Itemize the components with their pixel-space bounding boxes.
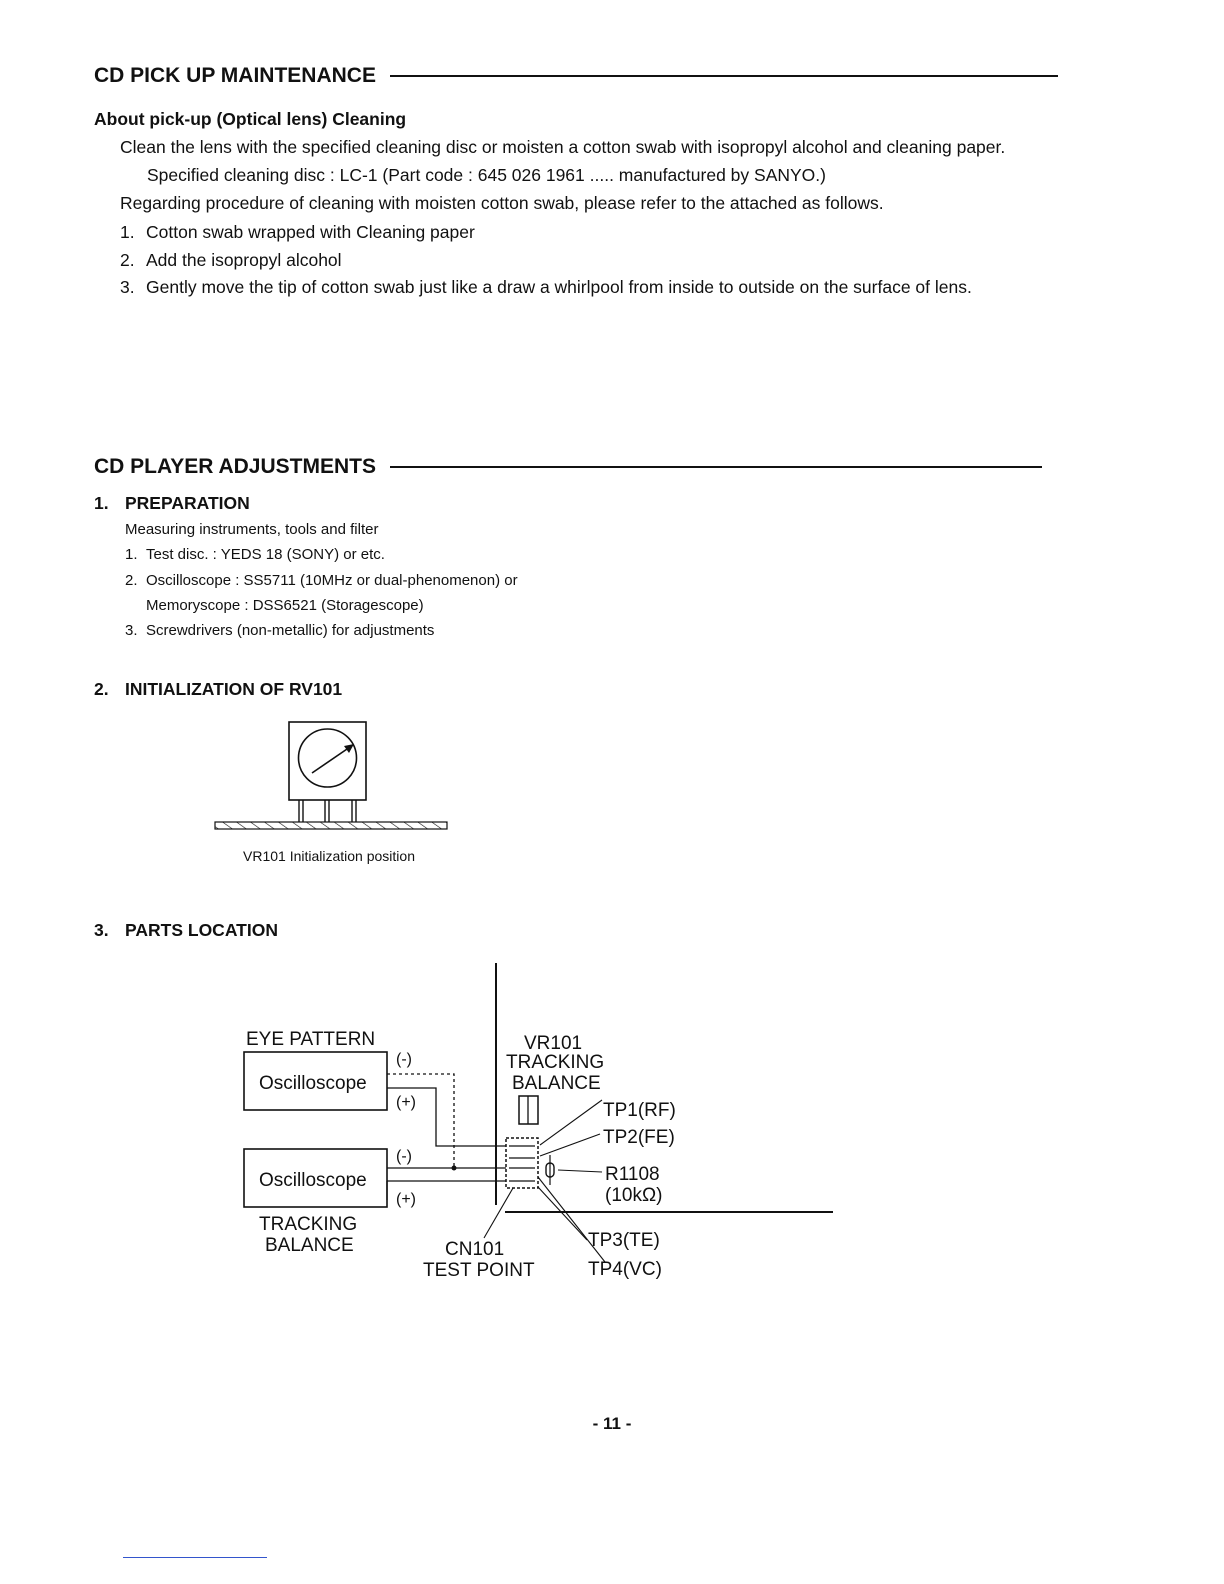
potentiometer-legs <box>299 800 356 822</box>
balance-label: BALANCE <box>265 1235 354 1256</box>
pickup-line-3: Regarding procedure of cleaning with moisten cotton swab, please refer to the attached as follows. <box>120 193 884 213</box>
pickup-line-2: Specified cleaning disc : LC-1 (Part code : 645 026 1961 ..... manufactured by SANYO.) <box>147 165 826 185</box>
title-rule <box>390 75 1058 77</box>
prep-intro: Measuring instruments, tools and filter <box>125 521 379 538</box>
pickup-line-1: Clean the lens with the specified cleaning disc or moisten a cotton swab with isopropyl alcohol and cleaning paper. <box>120 137 1006 157</box>
step-number: 3. <box>120 277 135 297</box>
prep-heading: 1. PREPARATION <box>94 493 250 513</box>
prep-item: Memoryscope : DSS6521 (Storagescope) <box>146 597 424 614</box>
prep-item: 2. Oscilloscope : SS5711 (10MHz or dual-phenomenon) or <box>125 572 518 589</box>
parts-location-diagram <box>230 955 840 1290</box>
tracking-label: TRACKING <box>259 1214 358 1235</box>
tp2-label: TP2(FE) <box>603 1127 675 1148</box>
title-rule <box>390 466 1042 468</box>
section-title-adjustments: CD PLAYER ADJUSTMENTS <box>94 455 1042 479</box>
step-number: 1. <box>120 222 135 242</box>
vr101-label: VR101 <box>524 1033 583 1054</box>
pickup-step <box>120 222 475 243</box>
vr101-caption: VR101 Initialization position <box>243 848 415 864</box>
footer-rule <box>123 1557 267 1558</box>
vr101-tracking-label: TRACKING <box>506 1052 605 1073</box>
probe-wires <box>387 1074 526 1200</box>
prep-item: 3. Screwdrivers (non-metallic) for adjustments <box>125 622 435 639</box>
pickup-subheading: About pick-up (Optical lens) Cleaning <box>94 109 407 129</box>
vr101-balance-label: BALANCE <box>512 1073 601 1094</box>
r1108-value-label: (10kΩ) <box>605 1185 663 1206</box>
test-point-label: TEST POINT <box>423 1260 535 1281</box>
r1108-label: R1108 <box>605 1164 660 1185</box>
step-number: 2. <box>120 250 135 270</box>
prep-item: 1. Test disc. : YEDS 18 (SONY) or etc. <box>125 546 385 563</box>
step-text: Gently move the tip of cotton swab just like a draw a whirlpool from inside to outside on the surface of lens. <box>146 277 972 297</box>
pickup-step <box>120 250 342 271</box>
tp4-label: TP4(VC) <box>588 1259 662 1280</box>
cn101-label: CN101 <box>445 1239 505 1260</box>
tp3-label: TP3(TE) <box>588 1230 660 1251</box>
step-text: Cotton swab wrapped with Cleaning paper <box>146 222 475 242</box>
pcb-board <box>215 822 447 829</box>
init-heading: 2. INITIALIZATION OF RV101 <box>94 679 343 699</box>
potentiometer-body <box>289 722 366 800</box>
oscilloscope-label-2: Oscilloscope <box>259 1170 367 1191</box>
oscilloscope-label-1: Oscilloscope <box>259 1073 367 1094</box>
plus-label: (+) <box>396 1094 416 1111</box>
junction-dot <box>452 1166 457 1171</box>
pickup-step <box>120 277 972 298</box>
parts-heading: 3. PARTS LOCATION <box>94 920 278 940</box>
page-number: - 11 - <box>592 1414 632 1433</box>
plus-label: (+) <box>396 1191 416 1208</box>
step-text: Add the isopropyl alcohol <box>146 250 342 270</box>
eye-pattern-label: EYE PATTERN <box>246 1029 376 1050</box>
minus-label: (-) <box>396 1051 412 1068</box>
section-title-pickup: CD PICK UP MAINTENANCE <box>94 64 1058 88</box>
minus-label: (-) <box>396 1148 412 1165</box>
vr101-init-diagram <box>210 716 455 836</box>
tp1-label: TP1(RF) <box>603 1100 676 1121</box>
